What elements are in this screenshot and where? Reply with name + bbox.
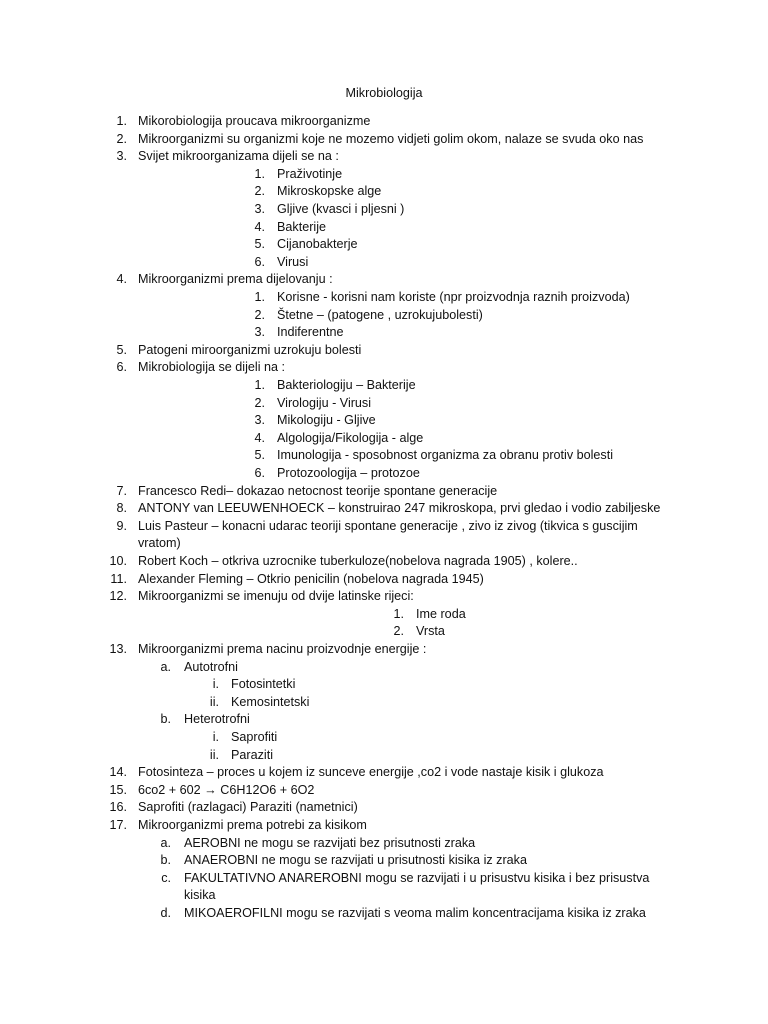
list-item — [0, 764, 768, 782]
list-item-number: 1. — [116, 114, 127, 128]
list-item-text: Mikologiju - Gljive — [277, 413, 376, 428]
list-item-text: Indiferentne — [277, 325, 344, 340]
list-item — [0, 236, 768, 254]
list-item-number: 1. — [254, 290, 265, 304]
list-item-number: a. — [160, 659, 171, 674]
list-item — [0, 271, 768, 289]
list-item-text: Virologiju - Virusi — [277, 395, 372, 410]
list-item-text: Patogeni miroorganizmi uzrokuju bolesti — [138, 342, 362, 357]
list-item-text: Fotosinteza – proces u kojem iz sunceve energije ,co2 i vode nastaje kisik i glukoza — [138, 765, 604, 780]
list-item-number: 13. — [109, 642, 127, 656]
list-item-text: vratom) — [138, 536, 181, 551]
list-item-number: 2. — [393, 624, 404, 639]
list-item — [0, 588, 768, 606]
list-item-number: 2. — [254, 184, 265, 199]
list-item-number: c. — [161, 870, 171, 885]
list-item-text: 6co2 + 602 → C6H12O6 + 6O2 — [138, 782, 315, 797]
list-item — [0, 887, 768, 905]
list-item-number: 1. — [254, 166, 265, 181]
list-item-number: 6. — [254, 254, 265, 269]
list-item — [0, 782, 768, 800]
list-item-text: Vrsta — [416, 624, 445, 639]
list-item-text: Saprofiti (razlagaci) Paraziti (nametnici) — [138, 800, 358, 815]
list-item-text: Francesco Redi– dokazao netocnost teorije spontane generacije — [138, 483, 498, 498]
list-item-number: 5. — [254, 237, 265, 252]
list-item-number: 3. — [254, 202, 265, 216]
list-item-text: Protozoologija – protozoe — [277, 466, 420, 480]
list-item-number: 8. — [116, 501, 127, 516]
list-item-text: kisika — [184, 888, 216, 903]
list-item — [0, 799, 768, 817]
list-item-text: AEROBNI ne mogu se razvijati bez prisutnosti zraka — [184, 835, 476, 850]
list-item — [0, 166, 768, 184]
list-item — [0, 659, 768, 677]
list-item-number: 15. — [109, 782, 127, 797]
list-item — [0, 465, 768, 483]
list-item-text: ANTONY van LEEUWENHOECK – konstruirao 247 mikroskopa, prvi gledao i vodio zabiljeske — [138, 501, 661, 516]
list-item-text: Mikroorganizmi prema dijelovanju : — [138, 272, 333, 287]
list-item-text: Virusi — [277, 254, 309, 269]
list-item — [0, 711, 768, 729]
list-item-number: ii. — [209, 747, 219, 762]
list-item — [0, 113, 768, 131]
list-item-number: 4. — [254, 219, 265, 234]
list-item-number: 14. — [109, 765, 127, 780]
list-item-text: Imunologija - sposobnost organizma za obranu protiv bolesti — [277, 448, 614, 463]
list-item-text: MIKOAEROFILNI mogu se razvijati s veoma malim koncentracijama kisika iz zraka — [184, 906, 646, 920]
list-item-text: FAKULTATIVNO ANAREROBNI mogu se razvijati i u prisustvu kisika i bez prisustva — [184, 870, 650, 885]
list-item — [0, 623, 768, 641]
list-item-number: a. — [160, 835, 171, 850]
list-item-text: Mikroorganizmi se imenuju od dvije latinske rijeci: — [138, 589, 414, 604]
list-item — [0, 571, 768, 589]
list-item — [0, 307, 768, 325]
list-item-text: Bakteriologiju – Bakterije — [277, 378, 416, 392]
list-item-text: Autotrofni — [184, 659, 238, 674]
list-item-text: Heterotrofni — [184, 712, 250, 727]
list-item-number: 2. — [254, 307, 265, 322]
list-item-number: b. — [160, 712, 171, 727]
list-item — [0, 852, 768, 870]
list-item-number: 4. — [254, 430, 265, 445]
list-item — [0, 518, 768, 536]
list-item-text: Ime roda — [416, 606, 466, 621]
list-item — [0, 377, 768, 395]
list-item-number: 17. — [109, 818, 127, 832]
list-item-number: 12. — [109, 589, 127, 604]
list-item-number: i. — [212, 730, 219, 744]
list-item-text: Mikroorganizmi prema nacinu proizvodnje energije : — [138, 642, 427, 656]
list-item-number: 2. — [254, 395, 265, 410]
list-item — [0, 535, 768, 553]
list-item — [0, 131, 768, 149]
list-item-text: Svijet mikroorganizama dijeli se na : — [138, 149, 339, 164]
list-item-text: Robert Koch – otkriva uzrocnike tuberkuloze(nobelova nagrada 1905) , kolere.. — [138, 554, 578, 568]
list-item-number: 16. — [109, 800, 127, 815]
list-item-number: 3. — [116, 149, 127, 164]
list-item-text: Korisne - korisni nam koriste (npr proizvodnja raznih proizvoda) — [277, 290, 630, 304]
list-item — [0, 747, 768, 765]
list-item-number: ii. — [209, 694, 219, 709]
list-item-text: Alexander Fleming – Otkrio penicilin (nobelova nagrada 1945) — [138, 571, 484, 586]
list-item — [0, 835, 768, 853]
list-item-text: Štetne – (patogene , uzrokujubolesti) — [277, 307, 483, 322]
list-item-number: 4. — [116, 272, 127, 287]
list-item-number: 3. — [254, 413, 265, 428]
list-item-text: Algologija/Fikologija - alge — [277, 430, 424, 445]
list-item-number: 3. — [254, 325, 265, 340]
list-item-number: 9. — [116, 518, 127, 533]
list-item-text: ANAEROBNI ne mogu se razvijati u prisutnosti kisika iz zraka — [184, 853, 527, 868]
list-item — [0, 729, 768, 747]
list-item-text: Saprofiti — [231, 730, 278, 744]
list-item — [0, 641, 768, 659]
list-item — [0, 412, 768, 430]
list-item-number: 5. — [116, 342, 127, 357]
list-item — [0, 606, 768, 624]
list-item-text: Praživotinje — [277, 166, 343, 181]
list-item — [0, 676, 768, 694]
list-item — [0, 201, 768, 219]
list-item-number: 2. — [116, 131, 127, 146]
list-item — [0, 395, 768, 413]
list-item-number: 7. — [116, 483, 127, 498]
list-item-text: Mikrobiologija se dijeli na : — [138, 360, 285, 375]
list-item — [0, 430, 768, 448]
list-item-number: 10. — [109, 554, 127, 568]
list-item-text: Kemosintetski — [231, 694, 310, 709]
list-item-text: Paraziti — [231, 747, 273, 762]
list-item-number: b. — [160, 853, 171, 868]
list-item-number: d. — [160, 906, 171, 920]
list-item-text: Mikroskopske alge — [277, 184, 382, 199]
list-item — [0, 324, 768, 342]
list-item — [0, 219, 768, 237]
list-item-number: 11. — [110, 571, 127, 586]
list-item — [0, 148, 768, 166]
list-item — [0, 905, 768, 923]
list-item — [0, 359, 768, 377]
list-item — [0, 447, 768, 465]
list-item-number: 6. — [254, 466, 265, 480]
list-item-number: i. — [212, 677, 219, 692]
list-item — [0, 483, 768, 501]
list-item-text: Luis Pasteur – konacni udarac teoriji spontane generacije , zivo iz zivog (tikvica s guscijim — [138, 518, 638, 533]
list-item-text: Gljive (kvasci i pljesni ) — [277, 202, 405, 216]
list-item — [0, 500, 768, 518]
list-item-number: 5. — [254, 448, 265, 463]
list-item — [0, 254, 768, 272]
list-item — [0, 289, 768, 307]
list-item-text: Mikroorganizmi su organizmi koje ne mozemo vidjeti golim okom, nalaze se svuda oko nas — [138, 131, 644, 146]
list-item-text: Mikorobiologija proucava mikroorganizme — [138, 114, 371, 128]
list-item-text: Fotosintetki — [231, 677, 296, 692]
list-item — [0, 342, 768, 360]
list-item-text: Cijanobakterje — [277, 237, 358, 252]
list-item-text: Mikroorganizmi prema potrebi za kisikom — [138, 818, 367, 832]
list-item — [0, 183, 768, 201]
list-item-number: 1. — [254, 378, 265, 392]
list-item — [0, 694, 768, 712]
list-item-number: 1. — [393, 606, 404, 621]
list-item-number: 6. — [116, 360, 127, 375]
document-title: Mikrobiologija — [345, 86, 423, 100]
list-item — [0, 870, 768, 888]
list-item-text: Bakterije — [277, 219, 326, 234]
list-item — [0, 817, 768, 835]
list-item — [0, 553, 768, 571]
